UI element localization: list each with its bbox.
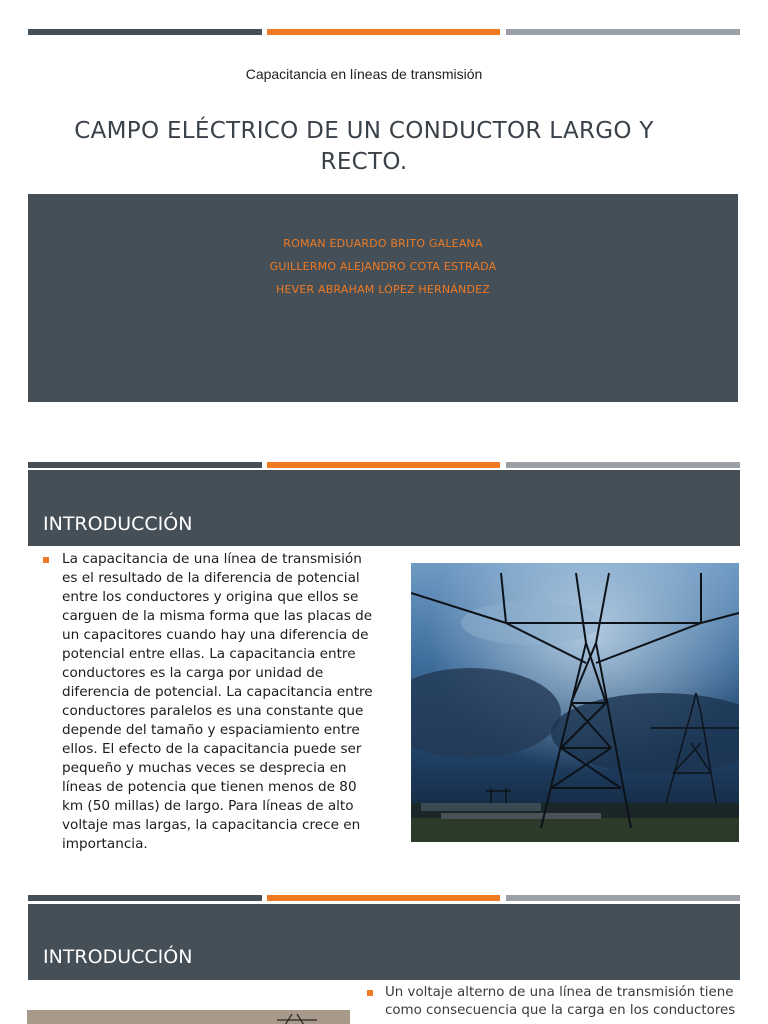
stripe-gray [506, 29, 740, 35]
slide3-header [28, 904, 740, 980]
stripe-gray [506, 462, 740, 468]
intro-paragraph: Un voltaje alterno de una línea de transmisión tiene como consecuencia que la carga en los conductores [385, 985, 736, 1018]
slide-subtitle: Capacitancia en líneas de transmisión [245, 66, 483, 82]
author-name: ROMAN EDUARDO BRITO GALEANA [283, 237, 483, 250]
stripe-dark [28, 895, 262, 901]
slide2-header [28, 470, 740, 546]
authors-panel [28, 194, 738, 402]
bullet-icon [43, 557, 49, 563]
author-name: GUILLERMO ALEJANDRO COTA ESTRADA [269, 260, 497, 273]
stripe-gray [506, 895, 740, 901]
slide2-stripes [28, 462, 740, 468]
transmission-tower-photo [27, 1010, 350, 1024]
author-name: HEVER ABRAHAM LÓPEZ HERNÁNDEZ [275, 283, 491, 296]
section-heading: INTRODUCCIÓN [43, 513, 193, 535]
bullet-icon [367, 990, 373, 996]
slide-title: CAMPO ELÉCTRICO DE UN CONDUCTOR LARGO Y RECTO. [74, 118, 654, 175]
section-heading: INTRODUCCIÓN [43, 946, 193, 968]
top-stripes [28, 29, 740, 35]
stripe-dark [28, 29, 262, 35]
stripe-orange [267, 462, 500, 468]
intro-paragraph: La capacitancia de una línea de transmisión es el resultado de la diferencia de potencial entre los conductores y origina que ellos se carguen de la misma forma que las placas de un capacitores cuando hay una diferencia de potencial entre ellas. La capacitancia entre conductores es la carga por unidad de diferencia de potencial. La capacitancia entre conductores paralelos es una constante que depende del tamaño y espaciamiento entre ellos. El efecto de la capacitancia puede ser pequeño y muchas veces se desprecia en líneas de potencia que tienen menos de 80 km (50 millas) de largo. Para líneas de alto voltaje mas largas, la capacitancia crece en importancia. [62, 551, 373, 852]
stripe-orange [267, 895, 500, 901]
slide3-stripes [28, 895, 740, 901]
stripe-dark [28, 462, 262, 468]
stripe-orange [267, 29, 500, 35]
transmission-tower-photo [411, 563, 739, 842]
